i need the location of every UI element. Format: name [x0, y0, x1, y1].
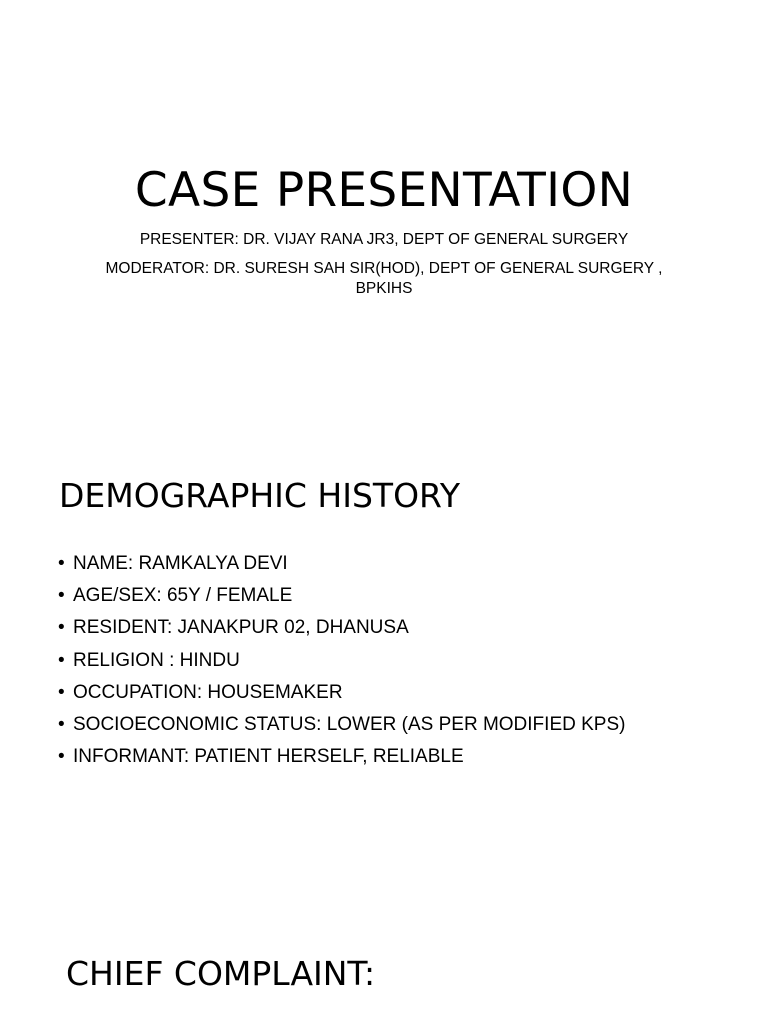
list-item	[58, 677, 625, 709]
bullet-icon: •	[58, 553, 65, 574]
bullet-icon: •	[58, 681, 65, 703]
bullet-icon: •	[58, 714, 65, 736]
demographic-history-slide	[0, 384, 768, 944]
bullet-icon: •	[58, 649, 65, 671]
chief-complaint-slide	[0, 944, 768, 1024]
presenter-line: PRESENTER: DR. VIJAY RANA JR3, DEPT OF GENERAL SURGERY	[139, 231, 629, 248]
presentation-title: CASE PRESENTATION	[134, 163, 634, 218]
chief-complaint-heading: CHIEF COMPLAINT:	[66, 954, 376, 993]
list-item	[58, 612, 625, 644]
list-item	[58, 580, 625, 612]
list-item-text: SOCIOECONOMIC STATUS: LOWER (AS PER MODIFIED KPS)	[73, 714, 626, 736]
demographic-history-heading: DEMOGRAPHIC HISTORY	[59, 476, 461, 515]
title-slide	[0, 0, 768, 384]
moderator-line-2: BPKIHS	[355, 280, 413, 297]
bullet-icon: •	[58, 585, 65, 607]
moderator-block	[60, 259, 708, 299]
moderator-line-1: MODERATOR: DR. SURESH SAH SIR(HOD), DEPT OF GENERAL SURGERY ,	[105, 260, 663, 277]
list-item-text: NAME: RAMKALYA DEVI	[73, 553, 288, 574]
bullet-icon: •	[58, 617, 65, 639]
list-item	[58, 645, 625, 677]
list-item-text: RELIGION : HINDU	[73, 649, 240, 671]
list-item	[58, 709, 625, 741]
demographic-bullet-list	[58, 548, 625, 773]
bullet-icon: •	[58, 746, 65, 768]
list-item	[58, 741, 625, 773]
list-item-text: AGE/SEX: 65Y / FEMALE	[73, 585, 293, 607]
list-item-text: RESIDENT: JANAKPUR 02, DHANUSA	[73, 617, 409, 639]
list-item-text: INFORMANT: PATIENT HERSELF, RELIABLE	[73, 746, 464, 768]
list-item-text: OCCUPATION: HOUSEMAKER	[73, 681, 343, 703]
list-item	[58, 548, 625, 580]
